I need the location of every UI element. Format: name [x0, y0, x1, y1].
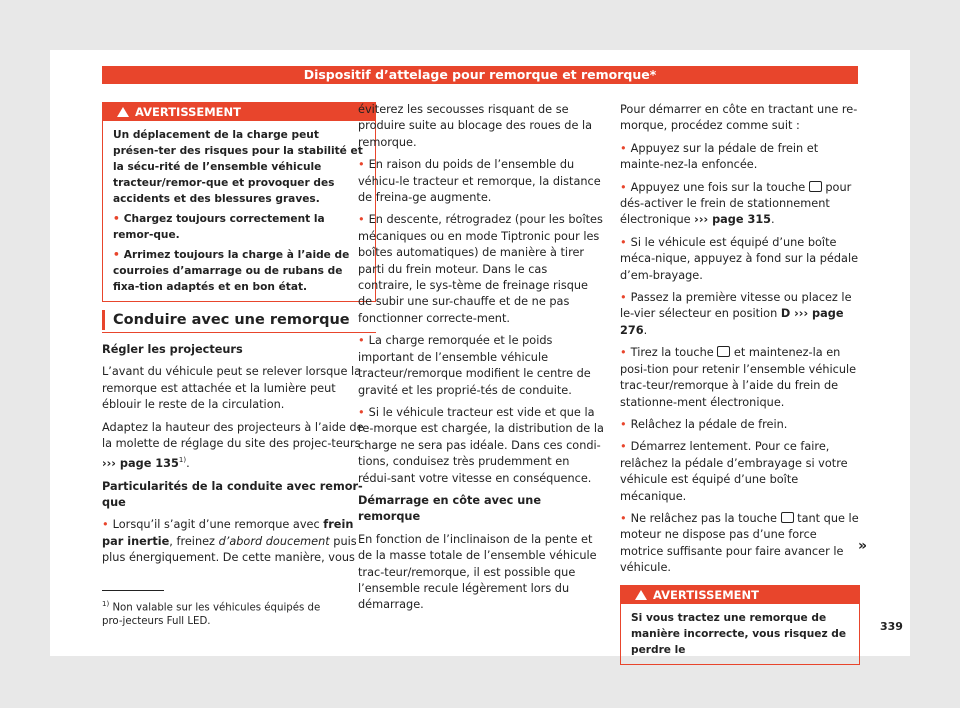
warning-body	[103, 121, 375, 301]
warning-bullet: • Arrimez toujours la charge à l’aide de courroies d’amarrage ou de rubans de fixa-tion adaptés et en bon état.	[113, 247, 365, 295]
parking-brake-icon	[717, 346, 730, 357]
bullet: • Tirez la touche et maintenez-la en posi-tion pour retenir l’ensemble véhicule trac-teur/remorque à l’aide du frein de stationne-ment électronique.	[620, 345, 860, 411]
footnote-divider	[102, 590, 164, 591]
warning-intro: Un déplacement de la charge peut présen-ter des risques pour la stabilité et la sécu-rité de l’ensemble véhicule tracteur/remor-que et provoquer des accidents et des blessures graves.	[113, 129, 363, 205]
footnote-text: Non valable sur les véhicules équipés de pro-jecteurs Full LED.	[102, 602, 321, 628]
section-title: Conduire avec une remorque	[102, 310, 376, 330]
subheading: Particularités de la conduite avec remor-que	[102, 479, 363, 510]
bullet: • Ne relâchez pas la touche tant que le moteur ne dispose pas d’une force motrice suffisante pour faire avancer le véhicule.	[620, 511, 860, 577]
parking-brake-icon	[781, 512, 794, 523]
bullet: • En raison du poids de l’ensemble du véhicu-le tracteur et remorque, la distance de freina-ge augmente.	[358, 157, 604, 206]
warning-triangle-icon	[635, 590, 647, 600]
column-3	[620, 102, 860, 665]
column-1-text	[102, 342, 376, 573]
paragraph: En fonction de l’inclinaison de la pente et de la masse totale de l’ensemble véhicule trac-teur/remorque, il est possible que l’ensemble recule légèrement lors du démarrage.	[358, 532, 597, 612]
warning-header	[103, 103, 375, 121]
section-divider	[102, 332, 376, 333]
column-2	[358, 102, 604, 620]
bullet: • Appuyez une fois sur la touche pour dés-activer le frein de stationnement électronique ››› page 315.	[620, 180, 860, 229]
paragraph: L’avant du véhicule peut se relever lorsque la remorque est attachée et la lumière peut éblouir le reste de la circulation.	[102, 365, 362, 412]
warning-body: Si vous tractez une remorque de manière incorrecte, vous risquez de perdre le	[631, 611, 847, 656]
warning-title: AVERTISSEMENT	[135, 105, 242, 119]
manual-page	[50, 50, 910, 656]
page-reference-link[interactable]: D ››› page 276	[620, 307, 844, 337]
paragraph: Pour démarrer en côte en tractant une re-morque, procédez comme suit :	[620, 103, 858, 133]
bullet: • Si le véhicule tracteur est vide et que la re-morque est chargée, la distribution de la charge ne sera pas idéale. Dans ces condi-tions, conduisez très prudemment en rédui-sant votre vitesse en conséquence.	[358, 405, 604, 487]
warning-title: AVERTISSEMENT	[653, 587, 760, 602]
bullet: • La charge remorquée et le poids important de l’ensemble véhicule tracteur/remorque modifient le centre de gravité et les proprié-tés de conduite.	[358, 333, 604, 399]
column-1	[102, 102, 376, 302]
bullet: • Démarrez lentement. Pour ce faire, relâchez la pédale d’embrayage si votre véhicule est équipé d’une boîte mécanique.	[620, 439, 860, 505]
bullet: • Passez la première vitesse ou placez le le-vier sélecteur en position D ››› page 276.	[620, 290, 860, 339]
paragraph: Adaptez la hauteur des projecteurs à l’aide de la molette de réglage du site des projec-teurs ››› page 135$^{1)}$.	[102, 420, 364, 471]
continued-marker: »	[858, 538, 868, 554]
warning-header	[621, 586, 859, 604]
page-number: 339	[880, 620, 903, 633]
bullet: • Appuyez sur la pédale de frein et mainte-nez-la enfoncée.	[620, 141, 860, 174]
bullet: • Relâchez la pédale de frein.	[620, 417, 860, 433]
bullet: • Si le véhicule est équipé d’une boîte méca-nique, appuyez à fond sur la pédale d’em-brayage.	[620, 235, 860, 284]
subheading: Démarrage en côte avec une remorque	[358, 493, 541, 524]
subheading: Régler les projecteurs	[102, 343, 243, 356]
footnote	[102, 590, 342, 629]
warning-box	[620, 585, 860, 665]
page-header: Dispositif d’attelage pour remorque et remorque*	[102, 66, 858, 84]
warning-bullet: • Chargez toujours correctement la remor-que.	[113, 211, 365, 243]
footnote-mark: 1)	[102, 600, 110, 608]
section-heading-wrap	[102, 310, 376, 330]
bullet: • En descente, rétrogradez (pour les boîtes mécaniques ou en mode Tiptronic pour les boîtes automatiques) de manière à tirer parti du frein moteur. Dans le cas contraire, le sys-tème de freinage risque de subir une sur-chauffe et de ne pas fonctionner correcte-ment.	[358, 212, 604, 327]
warning-triangle-icon	[117, 107, 129, 117]
parking-brake-icon	[809, 181, 822, 192]
warning-box	[102, 102, 376, 302]
footnote-ref: 1)	[178, 456, 187, 465]
bullet: • Lorsqu’il s’agit d’une remorque avec frein par inertie, freinez d’abord doucement puis plus énergiquement. De cette manière, vous	[102, 517, 376, 566]
page-reference-link[interactable]: ››› page 135	[102, 457, 179, 471]
page-reference-link[interactable]: ››› page 315	[694, 213, 772, 227]
paragraph: éviterez les secousses risquant de se produire suite au blocage des roues de la remorque.	[358, 103, 593, 149]
